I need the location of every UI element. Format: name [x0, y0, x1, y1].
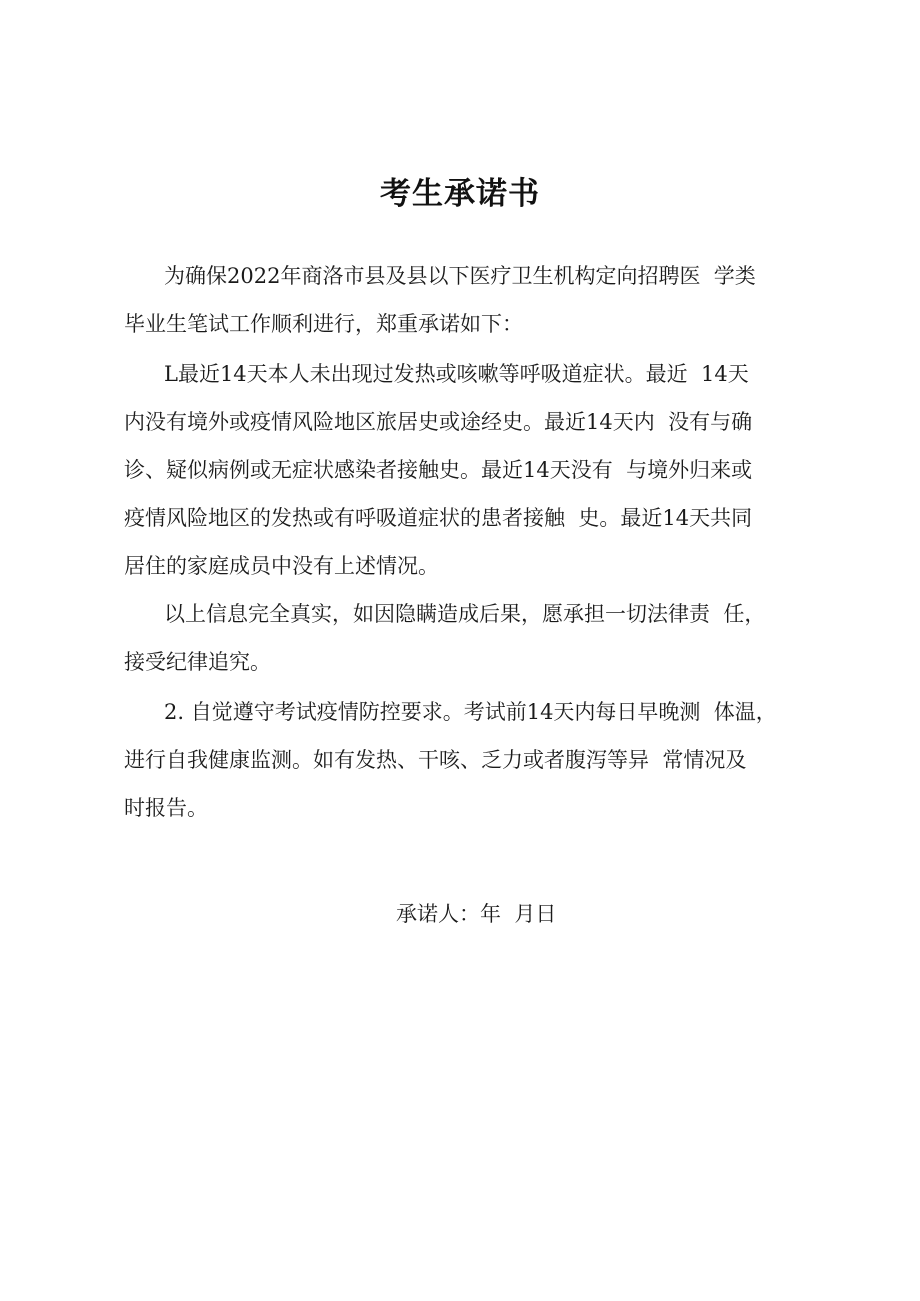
paragraph-line: 疫情风险地区的发热或有呼吸道症状的患者接触 史。最近14天共同: [124, 506, 753, 530]
paragraph-line: 以上信息完全真实，如因隐瞒造成后果，愿承担一切法律责 任，: [164, 602, 766, 626]
paragraph-line: 居住的家庭成员中没有上述情况。: [124, 554, 439, 578]
paragraph-line: 毕业生笔试工作顺利进行，郑重承诺如下：: [124, 312, 523, 336]
paragraph-line: 2. 自觉遵守考试疫情防控要求。考试前14天内每日早晚测 体温，: [164, 700, 777, 724]
paragraph-line: 时报告。: [124, 796, 208, 820]
paragraph-line: 诊、疑似病例或无症状感染者接触史。最近14天没有 与境外归来或: [124, 458, 753, 482]
paragraph-line: 进行自我健康监测。如有发热、干咳、乏力或者腹泻等异 常情况及: [124, 748, 747, 772]
paragraph-line: 内没有境外或疫情风险地区旅居史或途经史。最近14天内 没有与确: [124, 410, 753, 434]
signature-line: 承诺人：年 月日: [396, 902, 557, 926]
document-title: 考生承诺书: [380, 176, 540, 212]
paragraph-line: 为确保2022年商洛市县及县以下医疗卫生机构定向招聘医 学类: [164, 264, 756, 288]
paragraph-line: L最近14天本人未出现过发热或咳嗽等呼吸道症状。最近 14天: [164, 362, 749, 386]
paragraph-line: 接受纪律追究。: [124, 650, 271, 674]
